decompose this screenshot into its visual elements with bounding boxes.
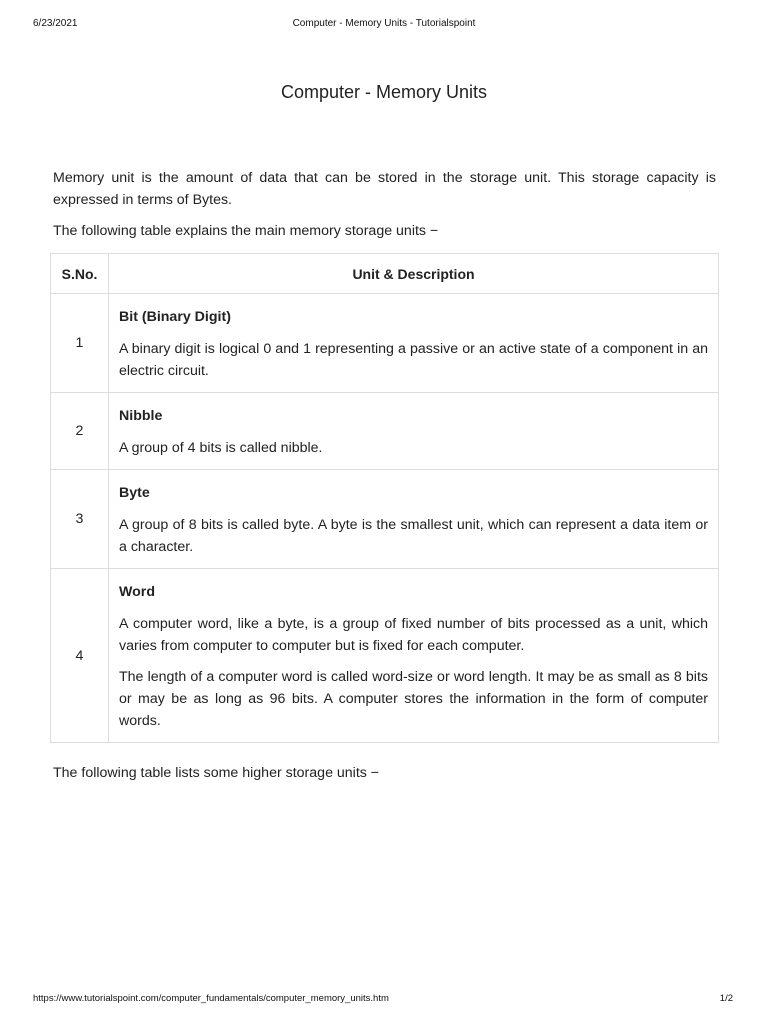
article-content (53, 167, 716, 793)
row-description (109, 569, 719, 743)
table-row (51, 470, 719, 569)
unit-text: The length of a computer word is called word-size or word length. It may be as small as 8 bits or may be as long as 96 bits. A computer stores the information in the form of computer words. (119, 669, 708, 729)
unit-name: Word (119, 584, 155, 600)
row-sno: 1 (51, 294, 109, 393)
print-doc-title: Computer - Memory Units - Tutorialspoint (292, 18, 476, 29)
table-row (51, 569, 719, 743)
table-row (51, 294, 719, 393)
column-header-sno: S.No. (51, 254, 109, 294)
after-table-paragraph: The following table lists some higher storage units − (53, 765, 380, 781)
column-header-unit-description: Unit & Description (109, 254, 719, 294)
row-description (109, 393, 719, 470)
intro-paragraph: Memory unit is the amount of data that can be stored in the storage unit. This storage capacity is expressed in terms of Bytes. (53, 170, 716, 208)
unit-text: A binary digit is logical 0 and 1 representing a passive or an active state of a component in an electric circuit. (119, 341, 708, 379)
table-row (51, 393, 719, 470)
print-date: 6/23/2021 (33, 18, 78, 29)
table-intro-paragraph: The following table explains the main memory storage units − (53, 223, 439, 239)
unit-text: A group of 8 bits is called byte. A byte is the smallest unit, which can represent a data item or a character. (119, 517, 708, 555)
print-url: https://www.tutorialspoint.com/computer_fundamentals/computer_memory_units.htm (33, 993, 389, 1004)
row-sno: 2 (51, 393, 109, 470)
row-sno: 4 (51, 569, 109, 743)
row-sno: 3 (51, 470, 109, 569)
table-header-row (51, 254, 719, 294)
unit-name: Byte (119, 485, 150, 501)
unit-text: A computer word, like a byte, is a group of fixed number of bits processed as a unit, which varies from computer to computer but is fixed for each computer. (119, 616, 708, 654)
unit-name: Bit (Binary Digit) (119, 309, 231, 325)
row-description (109, 294, 719, 393)
page-title: Computer - Memory Units (280, 82, 488, 102)
row-description (109, 470, 719, 569)
unit-text: A group of 4 bits is called nibble. (119, 440, 323, 456)
unit-name: Nibble (119, 408, 163, 424)
memory-units-table (50, 253, 719, 743)
page-number: 1/2 (719, 993, 733, 1004)
